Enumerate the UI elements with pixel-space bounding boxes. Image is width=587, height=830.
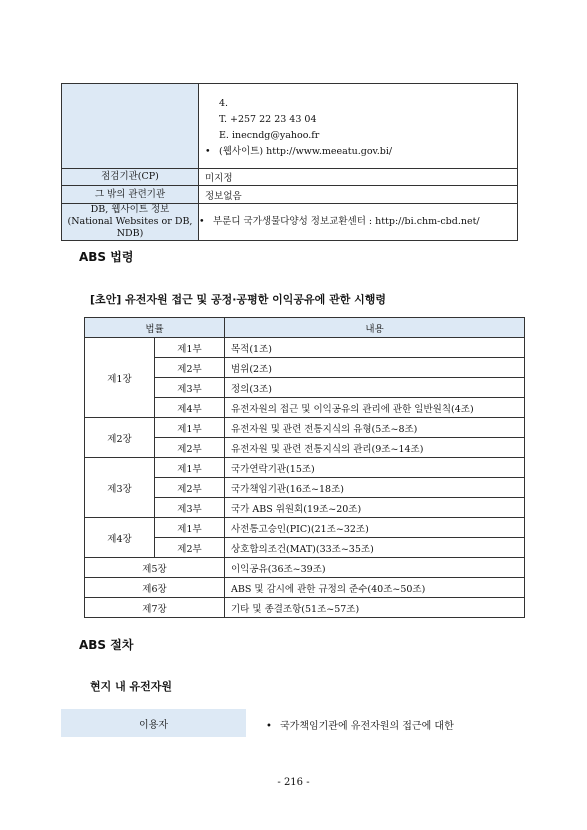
table-row: [85, 418, 525, 438]
contact-label-cell: [62, 84, 199, 169]
contact-row: [62, 84, 518, 169]
content-cell: 국가 ABS 위원회(19조~20조): [225, 498, 525, 518]
table-row: [62, 204, 518, 241]
table-row: [85, 558, 525, 578]
bullet: •: [205, 146, 211, 157]
user-description: [266, 717, 454, 732]
table-row: [85, 338, 525, 358]
part-cell: 제2부: [155, 478, 225, 498]
page-number: - 216 -: [277, 777, 310, 788]
chapter-cell: 제7장: [85, 598, 225, 618]
website-line: [199, 144, 517, 160]
part-cell: 제2부: [155, 438, 225, 458]
table-row: [85, 518, 525, 538]
content-cell: 정의(3조): [225, 378, 525, 398]
user-label-box: [61, 709, 246, 737]
db-label-line2: (National Websites or DB, NDB): [67, 216, 193, 239]
content-cell: 기타 및 종결조항(51조~57조): [225, 598, 525, 618]
website-link[interactable]: (웹사이트) http://www.meeatu.gov.bi/: [219, 146, 393, 157]
content-cell: 국가책임기관(16조~18조): [225, 478, 525, 498]
user-description-text: 국가책임기관에 유전자원의 접근에 대한: [280, 721, 454, 732]
db-label-cell: [62, 204, 199, 241]
section-heading-procedure: ABS 절차: [79, 638, 134, 652]
part-cell: 제2부: [155, 538, 225, 558]
table-row: [62, 186, 518, 204]
bullet: •: [199, 216, 205, 227]
bullet: •: [266, 721, 272, 732]
part-cell: 제3부: [155, 498, 225, 518]
content-cell: 목적(1조): [225, 338, 525, 358]
user-label: 이용자: [139, 719, 168, 731]
section-heading-law: ABS 법령: [79, 250, 134, 264]
part-cell: 제1부: [155, 418, 225, 438]
content-cell: 범위(2조): [225, 358, 525, 378]
law-structure-table: [84, 317, 525, 618]
part-cell: 제1부: [155, 458, 225, 478]
part-cell: 제3부: [155, 378, 225, 398]
subsection-heading-domestic: 현지 내 유전자원: [90, 680, 173, 693]
db-label-line1: DB, 웹사이트 정보: [90, 204, 170, 215]
content-cell: 유전자원의 접근 및 이익공유의 관리에 관한 일반원칙(4조): [225, 398, 525, 418]
table-row: [85, 578, 525, 598]
contact-value-cell: [199, 84, 518, 169]
part-cell: 제2부: [155, 358, 225, 378]
table-header-row: [85, 318, 525, 338]
content-cell: 유전자원 및 관련 전통지식의 유형(5조~8조): [225, 418, 525, 438]
content-cell: 이익공유(36조~39조): [225, 558, 525, 578]
row-value: 정보없음: [199, 186, 518, 204]
table-row: [85, 458, 525, 478]
contact-line-phone: T. +257 22 23 43 04: [219, 114, 317, 125]
chapter-cell: 제1장: [85, 338, 155, 418]
chapter-cell: 제4장: [85, 518, 155, 558]
law-table-title: [초안] 유전자원 접근 및 공정·공평한 이익공유에 관한 시행령: [90, 293, 387, 306]
contact-line-address: 4.: [219, 98, 229, 109]
table-row: [85, 598, 525, 618]
part-cell: 제1부: [155, 338, 225, 358]
header-content: 내용: [225, 318, 525, 338]
chapter-cell: 제2장: [85, 418, 155, 458]
content-cell: 사전통고승인(PIC)(21조~32조): [225, 518, 525, 538]
db-link[interactable]: 부룬디 국가생물다양성 정보교환센터 : http://bi.chm-cbd.net/: [213, 216, 480, 227]
db-value-cell: [199, 204, 518, 241]
header-law: 법률: [85, 318, 225, 338]
row-label: 그 밖의 관련기관: [62, 186, 199, 204]
part-cell: 제1부: [155, 518, 225, 538]
chapter-cell: 제6장: [85, 578, 225, 598]
chapter-cell: 제5장: [85, 558, 225, 578]
row-label: 점검기관(CP): [62, 169, 199, 186]
contact-line-email: E. inecndg@yahoo.fr: [219, 130, 320, 141]
table-row: [62, 169, 518, 186]
content-cell: 유전자원 및 관련 전통지식의 관리(9조~14조): [225, 438, 525, 458]
contact-info-table: [61, 83, 518, 241]
part-cell: 제4부: [155, 398, 225, 418]
content-cell: ABS 및 감시에 관한 규정의 준수(40조~50조): [225, 578, 525, 598]
chapter-cell: 제3장: [85, 458, 155, 518]
content-cell: 국가연락기관(15조): [225, 458, 525, 478]
content-cell: 상호합의조건(MAT)(33조~35조): [225, 538, 525, 558]
contact-lines: [199, 92, 517, 144]
row-value: 미지정: [199, 169, 518, 186]
